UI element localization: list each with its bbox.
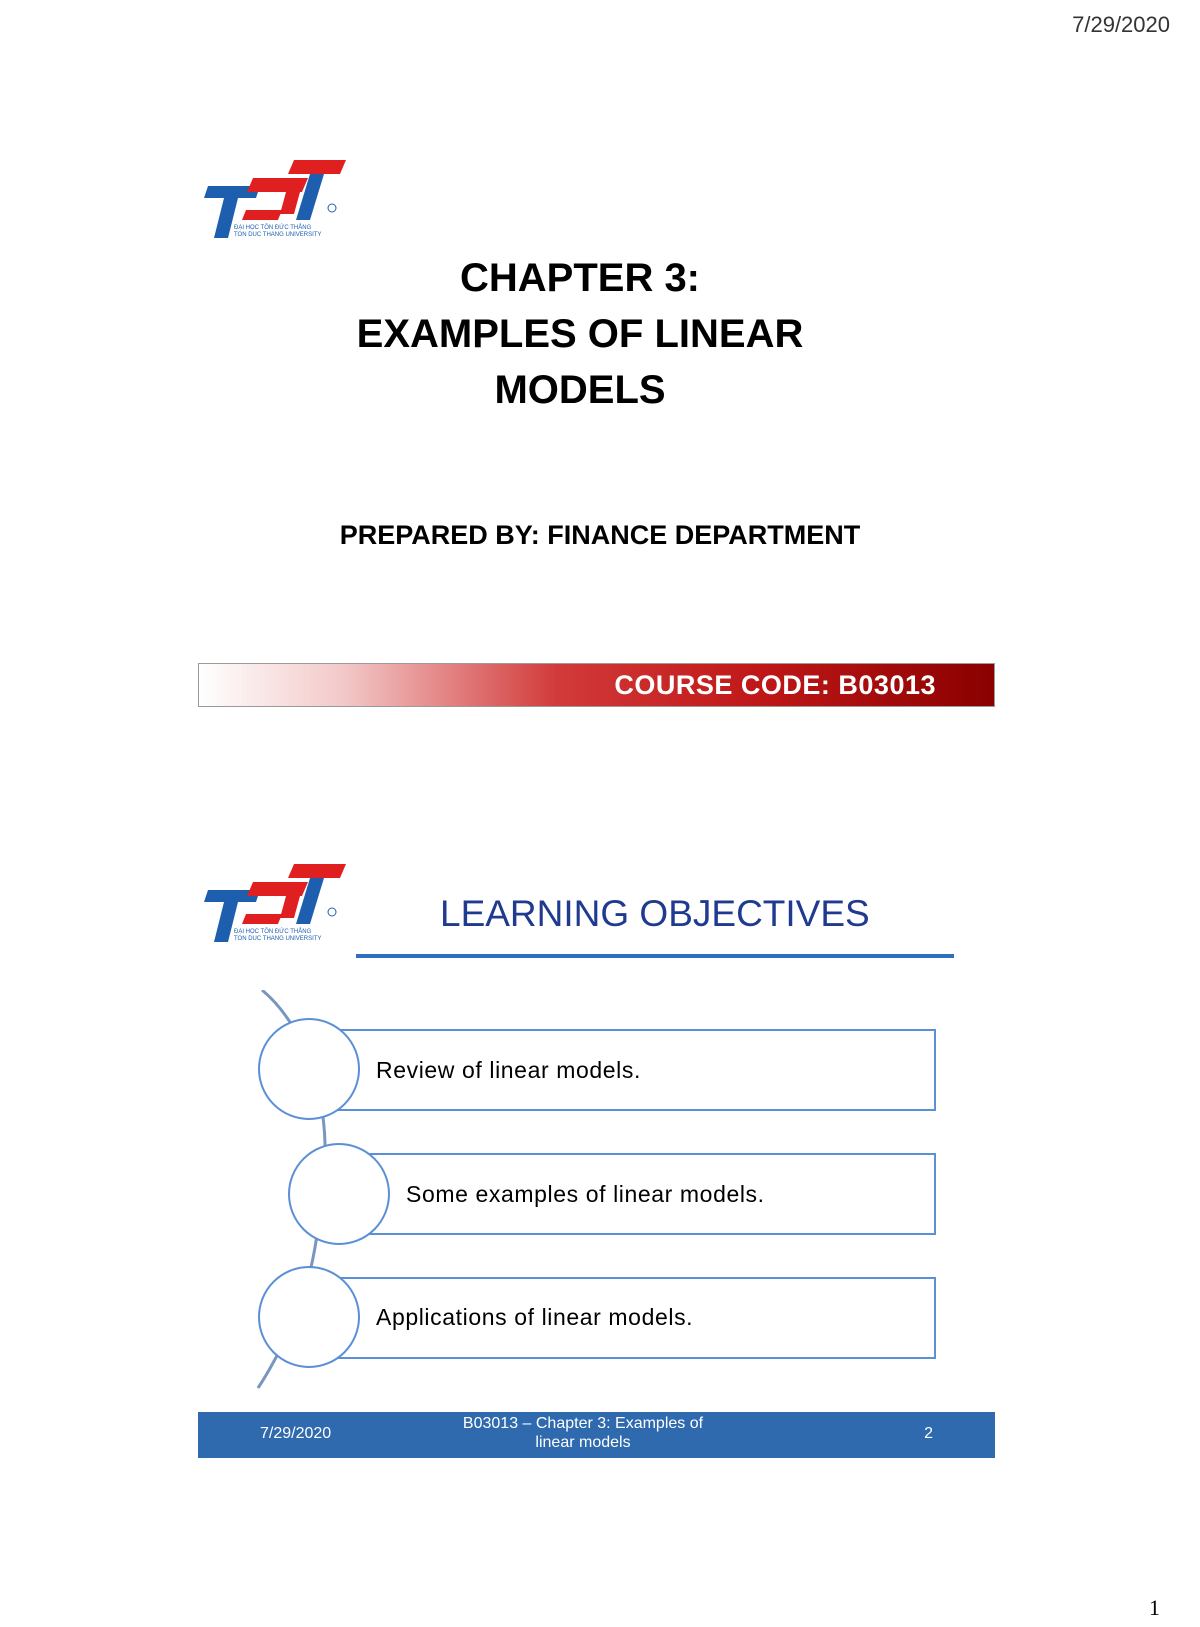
learning-objectives-heading: LEARNING OBJECTIVES	[440, 893, 870, 934]
page-date: 7/29/2020	[1072, 12, 1170, 37]
tdt-logo-2	[198, 862, 348, 944]
slide-footer	[198, 1412, 995, 1458]
course-code: COURSE CODE: B03013	[614, 670, 936, 700]
objective-circle-1	[258, 1018, 360, 1120]
title-line-1: CHAPTER 3:	[459, 256, 701, 300]
footer-slide-number: 2	[924, 1425, 933, 1442]
logo-2-caption-2: TON DUC THANG UNIVERSITY	[234, 936, 322, 942]
objective-circle-3	[258, 1266, 360, 1368]
objective-circle-2	[288, 1143, 390, 1245]
logo-caption-2: TON DUC THANG UNIVERSITY	[234, 232, 322, 238]
footer-title-line-2: linear models	[535, 1434, 631, 1451]
tdt-logo	[198, 158, 348, 240]
objective-text-1: Review of linear models.	[376, 1057, 641, 1083]
logo-2-caption-1: ĐẠI HỌC TÔN ĐỨC THẮNG	[234, 929, 312, 935]
course-code-bar	[198, 663, 995, 707]
objective-text-2: Some examples of linear models.	[406, 1181, 765, 1207]
footer-title	[448, 1414, 718, 1452]
logo-caption-1: ĐẠI HỌC TÔN ĐỨC THẮNG	[234, 225, 312, 231]
slide-title	[230, 250, 930, 418]
prepared-by: PREPARED BY: FINANCE DEPARTMENT	[339, 520, 861, 550]
footer-title-line-1: B03013 – Chapter 3: Examples of	[462, 1415, 704, 1432]
title-line-2: EXAMPLES OF LINEAR	[356, 312, 804, 356]
footer-date: 7/29/2020	[260, 1425, 332, 1442]
objective-text-3: Applications of linear models.	[376, 1304, 694, 1330]
title-line-3: MODELS	[494, 368, 666, 412]
page-number: 1	[1149, 1595, 1160, 1620]
heading-rule	[356, 954, 954, 958]
